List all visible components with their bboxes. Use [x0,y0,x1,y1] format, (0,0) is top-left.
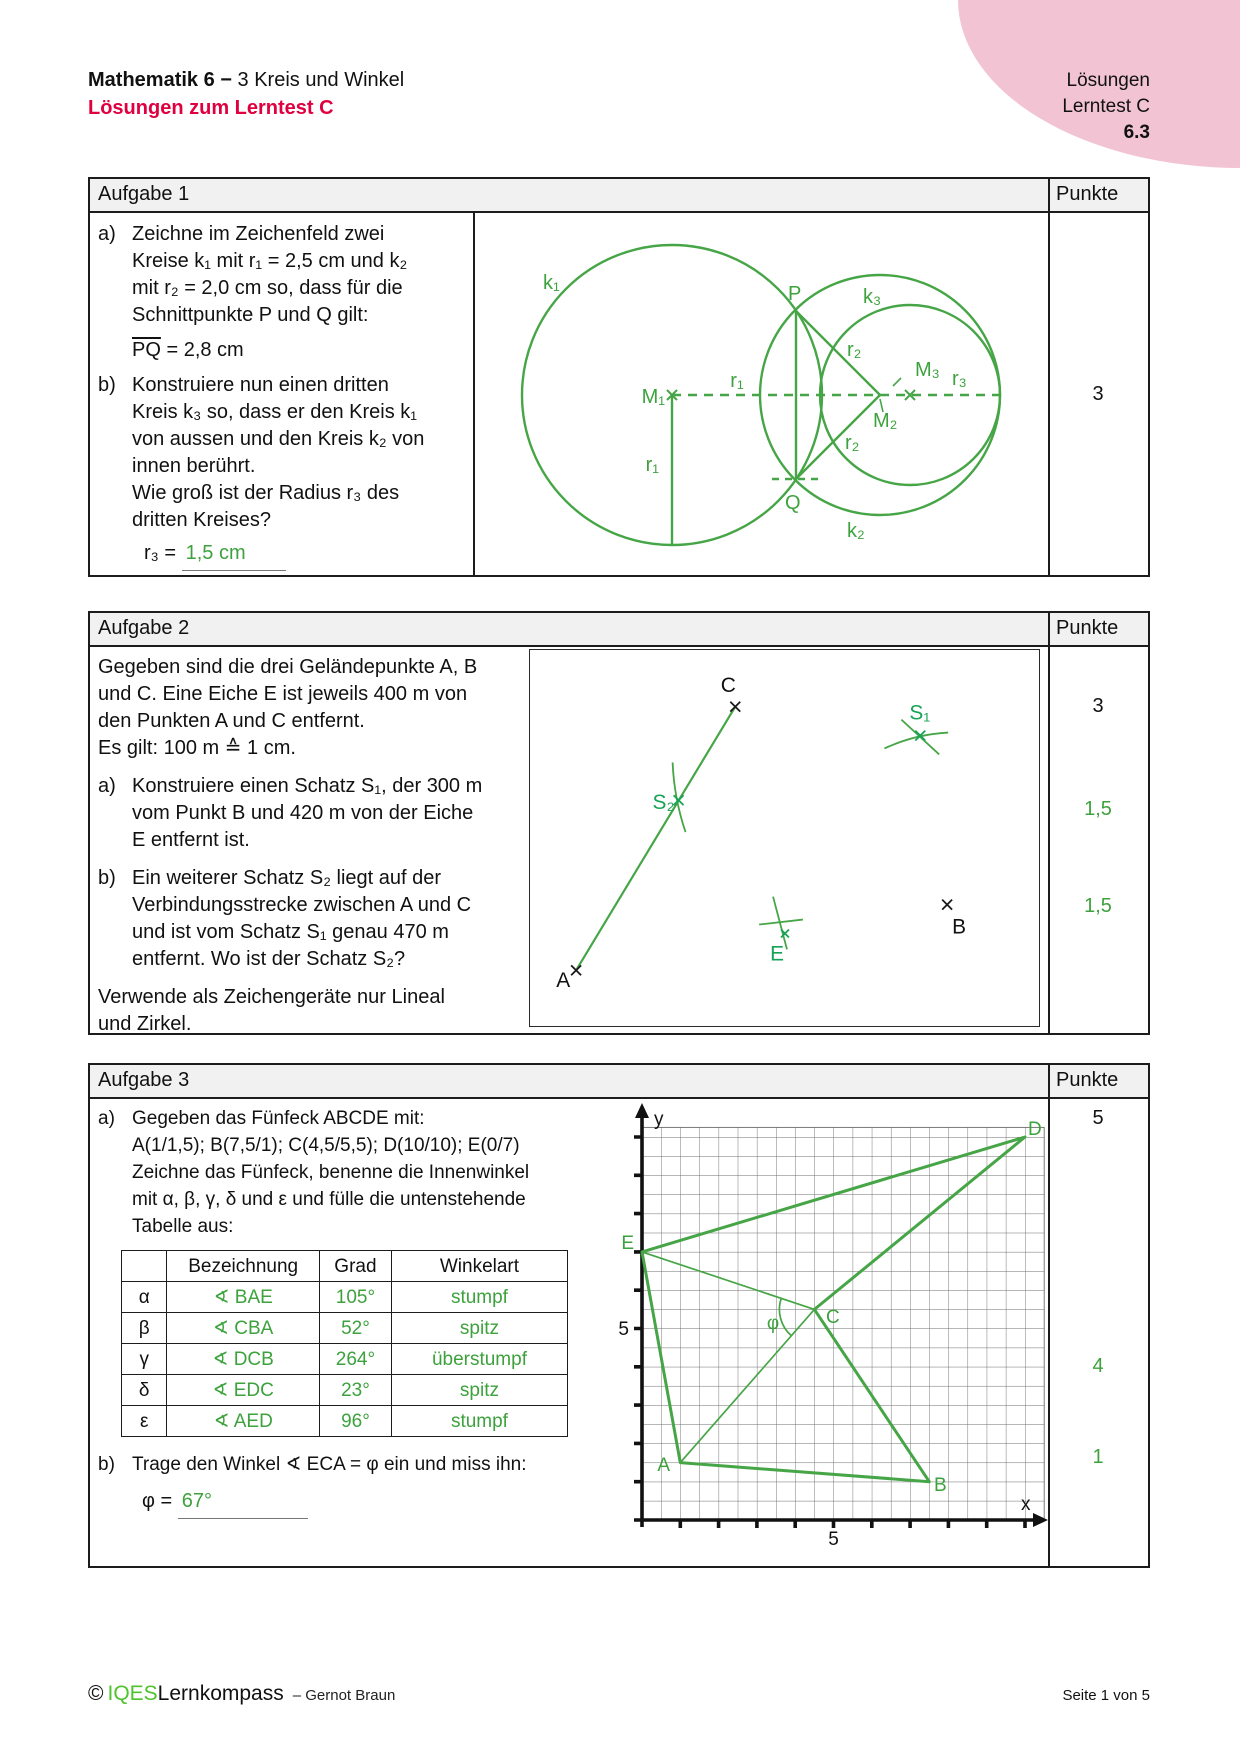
table-row [122,1313,568,1344]
cell-winkelart: stumpf [391,1406,567,1437]
brand-lernkompass: Lernkompass [157,1682,284,1705]
task1-text [98,221,470,571]
points-header: Punkte [1056,1069,1119,1091]
col-grad: Grad [319,1251,391,1282]
grid-area [642,1127,1044,1520]
cell-bezeichnung: ∢ CBA [167,1313,320,1344]
label-r1-horizontal: r₁ [730,370,744,392]
points-header: Punkte [1056,183,1119,205]
task1-diagram [475,213,1050,579]
corner-line1: Lösungen [1066,70,1150,91]
radius-r2-lower [796,395,880,479]
cell-bezeichnung: ∢ EDC [167,1375,320,1406]
task1-points-column [1048,179,1150,575]
c-cross-marker [730,702,740,712]
cell-grad: 52° [319,1313,391,1344]
col-bezeichnung: Bezeichnung [167,1251,320,1282]
label-a: A [657,1455,670,1476]
task1-box [88,177,1150,577]
cell-symbol: ε [122,1406,167,1437]
task3-diagram [572,1097,1048,1567]
table-row [122,1282,568,1313]
label-b: B [934,1475,947,1496]
table-header-row [122,1251,568,1282]
task1-header [90,179,1148,213]
task3-points-b: 1 [1092,1446,1104,1468]
cell-symbol: α [122,1282,167,1313]
table-row [122,1375,568,1406]
corner-label [1062,68,1150,146]
cell-winkelart: spitz [391,1375,567,1406]
author: – Gernot Braun [292,1687,396,1704]
task1-title: Aufgabe 1 [98,183,190,205]
task1-answer [144,540,470,571]
task1-a-text: Zeichne im Zeichenfeld zwei Kreise k₁ mit r₁ = 2,5 cm und k₂ mit r₂ = 2,0 cm so, dass für die Schnittpunkte P und Q gilt: [132,223,408,326]
cell-grad: 264° [319,1344,391,1375]
label-a: A [556,969,571,993]
task2-a-marker: a) [98,775,116,797]
cell-winkelart: überstumpf [391,1344,567,1375]
task1-a-marker: a) [98,223,116,245]
corner-badge: 6.3 [1123,122,1150,143]
label-p: P [788,283,802,305]
task2-b-text: Ein weiterer Schatz S₂ liegt auf der Verbindungsstrecke zwischen A und C und ist vom Schatz S₁ genau 470 m entfernt. Wo ist der Schatz S₂? [132,867,472,970]
pq-segment-value: = 2,8 cm [160,339,244,361]
label-s1: S₁ [909,701,931,725]
page-header [88,66,404,122]
label-m2: M₂ [873,410,898,432]
task3-b-text: Trage den Winkel ∢ ECA = φ ein und miss ihn: [132,1454,527,1475]
table-row [122,1344,568,1375]
y-axis-arrow [635,1103,649,1118]
task2-text [98,654,522,1038]
cell-grad: 105° [319,1282,391,1313]
line-a-to-c [576,707,735,971]
task2-points-b: 1,5 [1084,798,1112,820]
x-tick-5: 5 [828,1529,839,1550]
cell-symbol: β [122,1313,167,1344]
task2-points-c: 1,5 [1084,895,1112,917]
task3-answer-value: 67° [181,1490,213,1512]
corner-line2: Lerntest C [1062,96,1150,117]
task3-b-marker: b) [98,1454,115,1475]
label-k2: k₂ [847,520,865,542]
brand [88,1682,395,1706]
task2-header [90,613,1148,647]
task1-points-value: 3 [1092,383,1104,405]
a-cross-marker [571,965,581,975]
m3-leader-line [893,378,901,386]
radius-r2-upper [796,311,880,395]
task3-text [98,1105,568,1519]
task3-answer-label: φ = [142,1490,173,1512]
task1-answer-value: 1,5 cm [185,542,246,564]
task1-pq-line [132,337,470,364]
task1-b-marker: b) [98,374,116,396]
cell-grad: 96° [319,1406,391,1437]
task3-points-table: 4 [1092,1355,1104,1377]
col-winkelart: Winkelart [391,1251,567,1282]
label-r2-lower: r₂ [845,432,860,454]
col-symbol [122,1251,167,1282]
cell-bezeichnung: ∢ BAE [167,1282,320,1313]
task3-points-column [1048,1065,1150,1566]
label-k3: k₃ [863,286,882,308]
y-tick-5: 5 [618,1319,629,1340]
task2-box [88,611,1150,1035]
angle-table [121,1250,568,1437]
task2-points-a: 3 [1092,695,1104,717]
y-axis-label: y [654,1109,664,1130]
label-e: E [621,1233,634,1254]
label-k1: k₁ [543,272,560,294]
task2-a-text: Konstruiere einen Schatz S₁, der 300 m vom Punkt B und 420 m von der Eiche E entfernt ist. [132,775,483,851]
label-r2-upper: r₂ [847,339,862,361]
label-b: B [952,915,967,939]
label-phi: φ [766,1313,780,1334]
task2-b-marker: b) [98,867,116,889]
task1-b-text: Konstruiere nun einen dritten Kreis k₃ so, dass er den Kreis k₁ von aussen und den Kreis k₂ von innen berührt. Wie groß ist der Radius r₃ des dritten Kreises? [132,374,425,531]
task2-diagram [529,649,1040,1027]
course-name: Mathematik 6 − [88,69,232,91]
cell-symbol: δ [122,1375,167,1406]
task1-answer-label: r₃ = [144,542,177,564]
label-d: D [1028,1119,1042,1140]
page-footer [88,1682,1150,1706]
task3-box [88,1063,1150,1568]
cell-symbol: γ [122,1344,167,1375]
label-s2: S₂ [652,791,675,815]
label-q: Q [785,492,801,514]
cell-winkelart: stumpf [391,1282,567,1313]
task3-title: Aufgabe 3 [98,1069,190,1091]
task2-intro: Gegeben sind die drei Geländepunkte A, B und C. Eine Eiche E ist jeweils 400 m von den Punkten A und C entfernt. Es gilt: 100 m ≙ 1 cm. [98,656,478,759]
cell-bezeichnung: ∢ DCB [167,1344,320,1375]
page-number: Seite 1 von 5 [1062,1687,1150,1704]
copyright-icon: © [88,1682,104,1705]
x-axis-label: x [1021,1494,1031,1515]
arc-s1-from-e [901,720,939,755]
task3-a-text: Gegeben das Fünfeck ABCDE mit: A(1/1,5); B(7,5/1); C(4,5/5,5); D(10/10); E(0/7) Zeichne das Fünfeck, benenne die Innenwinkel mit α, β, γ, δ und ε und fülle die untenstehende Tabelle aus: [132,1108,530,1237]
label-m3: M₃ [915,359,940,381]
cell-winkelart: spitz [391,1313,567,1344]
label-m1: M₁ [641,386,665,408]
task2-points-column [1048,613,1150,1033]
task3-points-a: 5 [1092,1107,1104,1129]
course-line [88,66,404,94]
label-c: C [826,1307,840,1328]
task2-title: Aufgabe 2 [98,617,190,639]
label-r3: r₃ [952,368,967,390]
page-subtitle: Lösungen zum Lerntest C [88,97,334,119]
label-c: C [720,673,736,697]
chapter-name: 3 Kreis und Winkel [231,69,405,91]
task3-answer [142,1488,568,1519]
label-e: E [770,942,785,966]
cell-grad: 23° [319,1375,391,1406]
pq-segment-label: $\overline{PQ}$ [132,339,161,361]
task3-a-marker: a) [98,1108,115,1129]
task3-header [90,1065,1148,1099]
brand-iqes: IQES [107,1682,158,1705]
table-row [122,1406,568,1437]
b-cross-marker [942,900,952,910]
points-header: Punkte [1056,617,1119,639]
cell-bezeichnung: ∢ AED [167,1406,320,1437]
label-r1-vertical: r₁ [645,454,659,476]
task2-outro: Verwende als Zeichengeräte nur Lineal und Zirkel. [98,986,445,1035]
